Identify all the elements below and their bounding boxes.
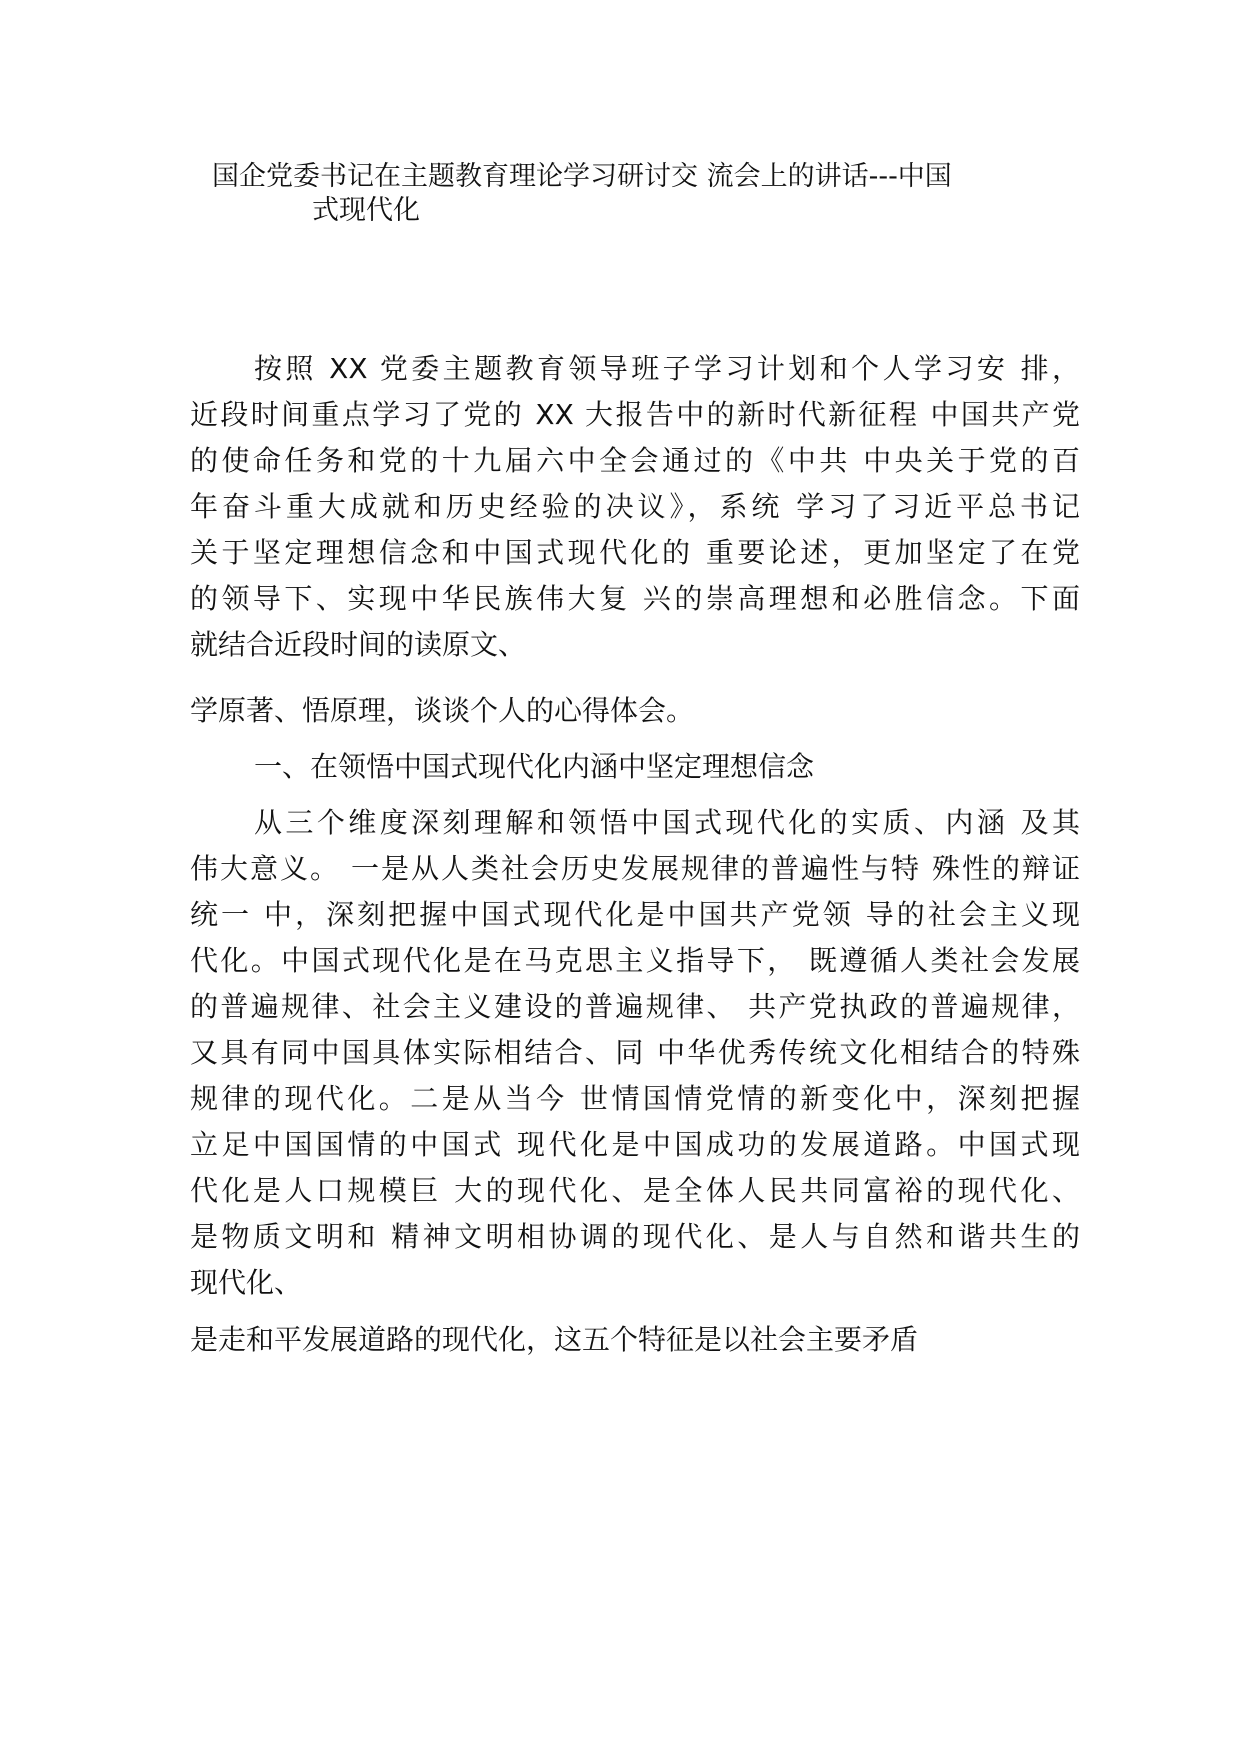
paragraph-3-line: 的普遍规律、社会主义建设的普遍规律、 共产党执政的普遍规律， bbox=[190, 990, 1080, 1023]
paragraph-3-line: 又具有同中国具体实际相结合、同 中华优秀传统文化相结合的特殊 bbox=[190, 1036, 1080, 1069]
paragraph-3-line: 伟大意义。 一是从人类社会历史发展规律的普遍性与特 殊性的辩证 bbox=[190, 852, 1080, 885]
paragraph-1-line: 按照 XX 党委主题教育领导班子学习计划和个人学习安 排， bbox=[254, 352, 1080, 385]
document-title bbox=[212, 160, 1042, 228]
paragraph-1-line: 的使命任务和党的十九届六中全会通过的《中共 中央关于党的百 bbox=[190, 444, 1080, 477]
section-heading-1 bbox=[190, 744, 1080, 790]
section-heading-1-text: 一、在领悟中国式现代化内涵中坚定理想信念 bbox=[254, 750, 815, 783]
paragraph-1-line: 的领导下、实现中华民族伟大复 兴的崇高理想和必胜信念。下面 bbox=[190, 582, 1080, 615]
paragraph-1-line: 近段时间重点学习了党的 XX 大报告中的新时代新征程 中国共产党 bbox=[190, 398, 1080, 431]
paragraph-2 bbox=[190, 688, 1080, 734]
paragraph-3-line: 立足中国国情的中国式 现代化是中国成功的发展道路。中国式现 bbox=[190, 1128, 1080, 1161]
paragraph-3 bbox=[190, 800, 1080, 1306]
paragraph-3-line: 统一 中，深刻把握中国式现代化是中国共产党领 导的社会主义现 bbox=[190, 898, 1080, 931]
paragraph-1-line: 年奋斗重大成就和历史经验的决议》，系统 学习了习近平总书记 bbox=[190, 490, 1080, 523]
title-line-2: 式现代化 bbox=[312, 195, 420, 226]
paragraph-3-line: 代化。中国式现代化是在马克思主义指导下， 既遵循人类社会发展 bbox=[190, 944, 1080, 977]
paragraph-3-line: 代化是人口规模巨 大的现代化、是全体人民共同富裕的现代化、 bbox=[190, 1174, 1080, 1207]
paragraph-3-line: 现代化、 bbox=[190, 1266, 303, 1299]
paragraph-1 bbox=[190, 346, 1080, 668]
paragraph-2-line: 学原著、悟原理，谈谈个人的心得体会。 bbox=[190, 694, 695, 727]
paragraph-1-line: 就结合近段时间的读原文、 bbox=[190, 628, 527, 661]
paragraph-3-line: 从三个维度深刻理解和领悟中国式现代化的实质、内涵 及其 bbox=[254, 806, 1080, 839]
paragraph-4 bbox=[190, 1317, 1080, 1363]
title-line-1: 国企党委书记在主题教育理论学习研讨交 流会上的讲话---中国 bbox=[212, 161, 952, 192]
paragraph-4-line: 是走和平发展道路的现代化，这五个特征是以社会主要矛盾 bbox=[190, 1323, 919, 1356]
paragraph-3-line: 规律的现代化。二是从当今 世情国情党情的新变化中，深刻把握 bbox=[190, 1082, 1080, 1115]
paragraph-3-line: 是物质文明和 精神文明相协调的现代化、是人与自然和谐共生的 bbox=[190, 1220, 1080, 1253]
paragraph-1-line: 关于坚定理想信念和中国式现代化的 重要论述，更加坚定了在党 bbox=[190, 536, 1080, 569]
